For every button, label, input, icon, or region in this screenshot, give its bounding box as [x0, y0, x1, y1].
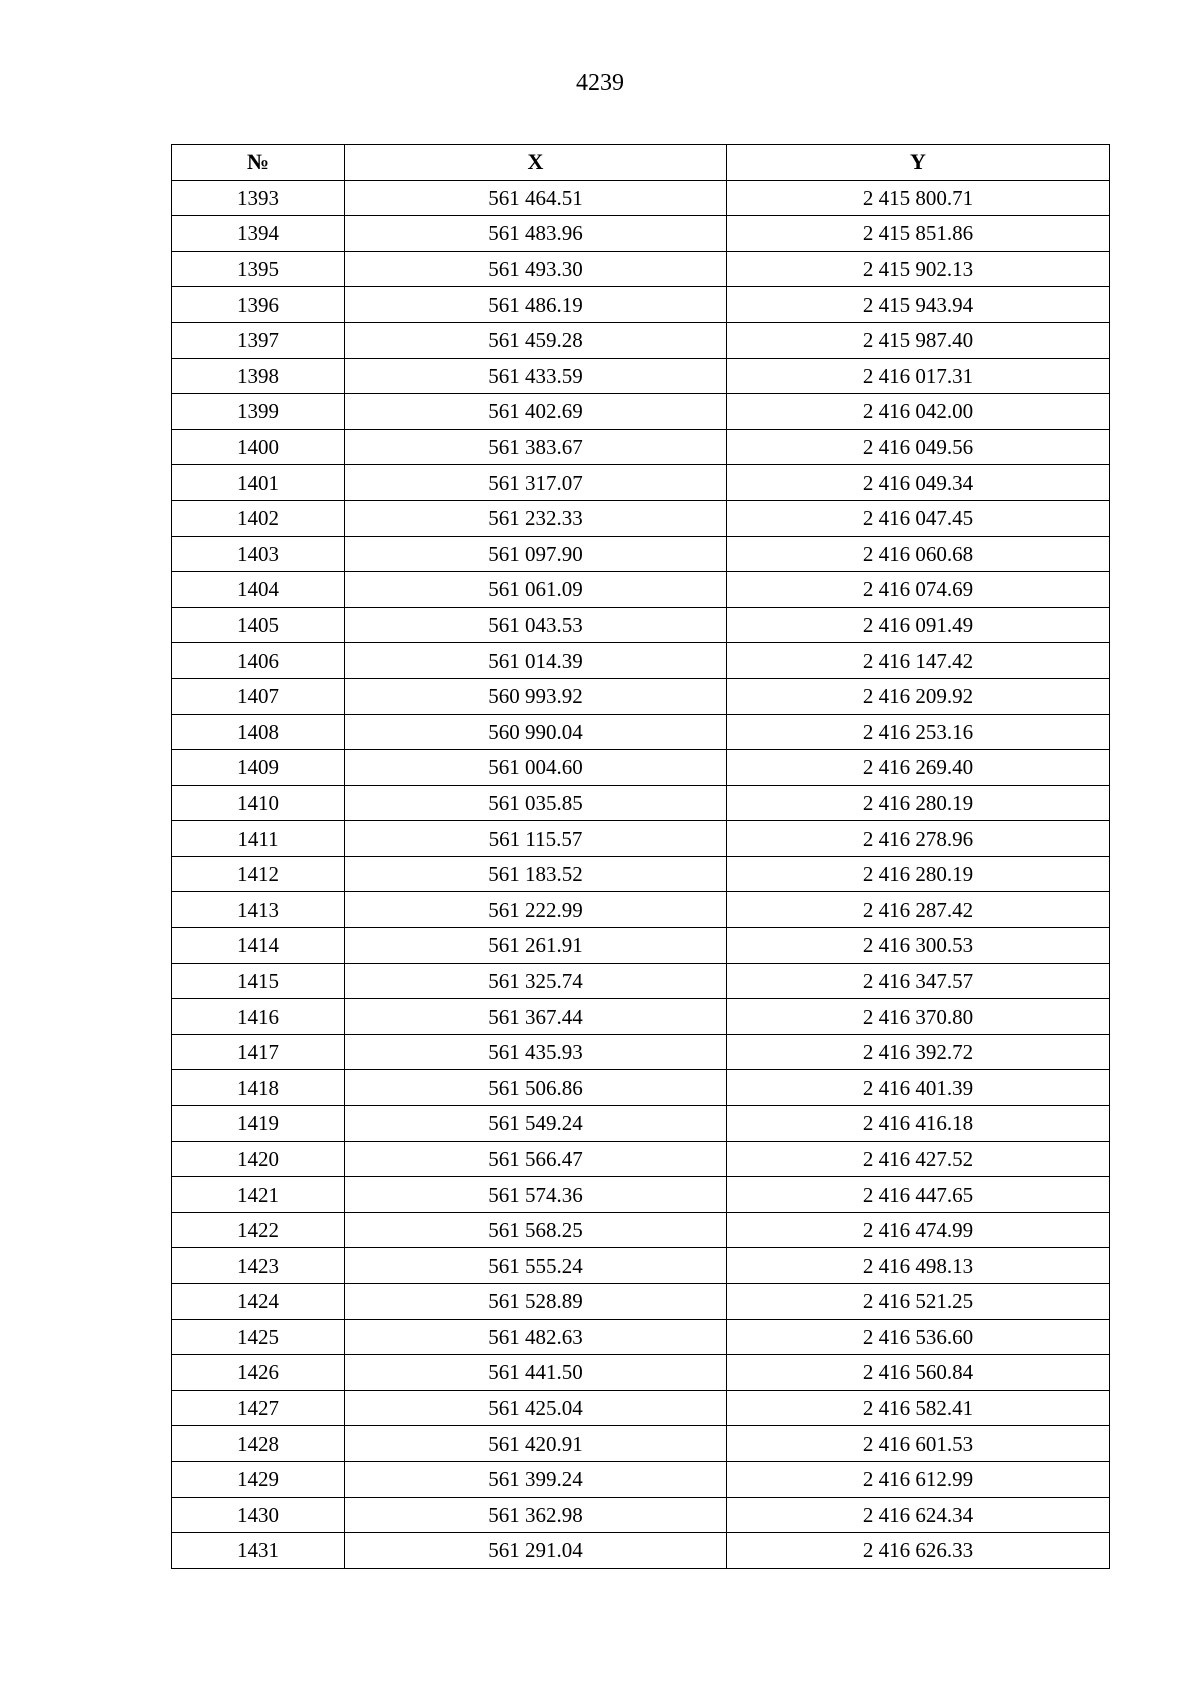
point-number-cell: 1402 — [172, 500, 345, 536]
y-coordinate-cell: 2 416 017.31 — [727, 358, 1110, 394]
table-row — [172, 180, 1110, 216]
table-row — [172, 856, 1110, 892]
x-coordinate-cell: 560 993.92 — [345, 678, 727, 714]
column-header-number: № — [172, 145, 345, 181]
x-coordinate-cell: 561 097.90 — [345, 536, 727, 572]
table-row — [172, 821, 1110, 857]
table-row — [172, 1248, 1110, 1284]
point-number-cell: 1419 — [172, 1106, 345, 1142]
y-coordinate-cell: 2 416 427.52 — [727, 1141, 1110, 1177]
x-coordinate-cell: 561 482.63 — [345, 1319, 727, 1355]
table-row — [172, 429, 1110, 465]
x-coordinate-cell: 561 061.09 — [345, 572, 727, 608]
point-number-cell: 1396 — [172, 287, 345, 323]
y-coordinate-cell: 2 415 851.86 — [727, 216, 1110, 252]
y-coordinate-cell: 2 416 401.39 — [727, 1070, 1110, 1106]
x-coordinate-cell: 561 420.91 — [345, 1426, 727, 1462]
x-coordinate-cell: 561 566.47 — [345, 1141, 727, 1177]
table-row — [172, 251, 1110, 287]
table-row — [172, 714, 1110, 750]
y-coordinate-cell: 2 416 091.49 — [727, 607, 1110, 643]
x-coordinate-cell: 561 402.69 — [345, 394, 727, 430]
y-coordinate-cell: 2 416 521.25 — [727, 1284, 1110, 1320]
point-number-cell: 1429 — [172, 1461, 345, 1497]
point-number-cell: 1403 — [172, 536, 345, 572]
table-row — [172, 999, 1110, 1035]
x-coordinate-cell: 561 232.33 — [345, 500, 727, 536]
point-number-cell: 1421 — [172, 1177, 345, 1213]
x-coordinate-cell: 561 528.89 — [345, 1284, 727, 1320]
table-row — [172, 216, 1110, 252]
y-coordinate-cell: 2 416 300.53 — [727, 928, 1110, 964]
table-row — [172, 500, 1110, 536]
y-coordinate-cell: 2 416 474.99 — [727, 1212, 1110, 1248]
point-number-cell: 1401 — [172, 465, 345, 501]
y-coordinate-cell: 2 416 047.45 — [727, 500, 1110, 536]
x-coordinate-cell: 560 990.04 — [345, 714, 727, 750]
point-number-cell: 1398 — [172, 358, 345, 394]
x-coordinate-cell: 561 043.53 — [345, 607, 727, 643]
table-row — [172, 785, 1110, 821]
point-number-cell: 1417 — [172, 1034, 345, 1070]
point-number-cell: 1393 — [172, 180, 345, 216]
table-row — [172, 1177, 1110, 1213]
x-coordinate-cell: 561 486.19 — [345, 287, 727, 323]
point-number-cell: 1407 — [172, 678, 345, 714]
y-coordinate-cell: 2 416 601.53 — [727, 1426, 1110, 1462]
x-coordinate-cell: 561 459.28 — [345, 322, 727, 358]
table-row — [172, 1106, 1110, 1142]
y-coordinate-cell: 2 416 560.84 — [727, 1355, 1110, 1391]
point-number-cell: 1399 — [172, 394, 345, 430]
table-row — [172, 536, 1110, 572]
point-number-cell: 1420 — [172, 1141, 345, 1177]
point-number-cell: 1405 — [172, 607, 345, 643]
x-coordinate-cell: 561 035.85 — [345, 785, 727, 821]
table-row — [172, 1461, 1110, 1497]
point-number-cell: 1428 — [172, 1426, 345, 1462]
table-row — [172, 465, 1110, 501]
y-coordinate-cell: 2 416 287.42 — [727, 892, 1110, 928]
table-row — [172, 358, 1110, 394]
y-coordinate-cell: 2 416 612.99 — [727, 1461, 1110, 1497]
x-coordinate-cell: 561 506.86 — [345, 1070, 727, 1106]
table-row — [172, 1284, 1110, 1320]
table-body — [172, 180, 1110, 1568]
point-number-cell: 1397 — [172, 322, 345, 358]
point-number-cell: 1411 — [172, 821, 345, 857]
point-number-cell: 1424 — [172, 1284, 345, 1320]
x-coordinate-cell: 561 425.04 — [345, 1390, 727, 1426]
x-coordinate-cell: 561 261.91 — [345, 928, 727, 964]
point-number-cell: 1406 — [172, 643, 345, 679]
x-coordinate-cell: 561 483.96 — [345, 216, 727, 252]
table-row — [172, 607, 1110, 643]
point-number-cell: 1425 — [172, 1319, 345, 1355]
table-row — [172, 892, 1110, 928]
point-number-cell: 1427 — [172, 1390, 345, 1426]
y-coordinate-cell: 2 416 347.57 — [727, 963, 1110, 999]
x-coordinate-cell: 561 574.36 — [345, 1177, 727, 1213]
table-row — [172, 572, 1110, 608]
y-coordinate-cell: 2 416 060.68 — [727, 536, 1110, 572]
x-coordinate-cell: 561 317.07 — [345, 465, 727, 501]
point-number-cell: 1431 — [172, 1533, 345, 1569]
point-number-cell: 1430 — [172, 1497, 345, 1533]
point-number-cell: 1412 — [172, 856, 345, 892]
point-number-cell: 1394 — [172, 216, 345, 252]
table-row — [172, 750, 1110, 786]
x-coordinate-cell: 561 464.51 — [345, 180, 727, 216]
column-header-y: Y — [727, 145, 1110, 181]
table-row — [172, 322, 1110, 358]
table-row — [172, 1034, 1110, 1070]
table-row — [172, 1390, 1110, 1426]
y-coordinate-cell: 2 416 278.96 — [727, 821, 1110, 857]
x-coordinate-cell: 561 183.52 — [345, 856, 727, 892]
x-coordinate-cell: 561 325.74 — [345, 963, 727, 999]
point-number-cell: 1415 — [172, 963, 345, 999]
x-coordinate-cell: 561 549.24 — [345, 1106, 727, 1142]
table-row — [172, 394, 1110, 430]
y-coordinate-cell: 2 416 447.65 — [727, 1177, 1110, 1213]
y-coordinate-cell: 2 416 074.69 — [727, 572, 1110, 608]
x-coordinate-cell: 561 004.60 — [345, 750, 727, 786]
point-number-cell: 1418 — [172, 1070, 345, 1106]
table-row — [172, 1070, 1110, 1106]
x-coordinate-cell: 561 362.98 — [345, 1497, 727, 1533]
x-coordinate-cell: 561 115.57 — [345, 821, 727, 857]
y-coordinate-cell: 2 416 147.42 — [727, 643, 1110, 679]
y-coordinate-cell: 2 416 049.34 — [727, 465, 1110, 501]
y-coordinate-cell: 2 416 253.16 — [727, 714, 1110, 750]
page-number: 4239 — [576, 70, 624, 96]
y-coordinate-cell: 2 416 582.41 — [727, 1390, 1110, 1426]
table-row — [172, 1212, 1110, 1248]
point-number-cell: 1416 — [172, 999, 345, 1035]
y-coordinate-cell: 2 416 370.80 — [727, 999, 1110, 1035]
point-number-cell: 1409 — [172, 750, 345, 786]
y-coordinate-cell: 2 416 049.56 — [727, 429, 1110, 465]
y-coordinate-cell: 2 416 624.34 — [727, 1497, 1110, 1533]
x-coordinate-cell: 561 555.24 — [345, 1248, 727, 1284]
y-coordinate-cell: 2 416 392.72 — [727, 1034, 1110, 1070]
y-coordinate-cell: 2 416 626.33 — [727, 1533, 1110, 1569]
point-number-cell: 1404 — [172, 572, 345, 608]
y-coordinate-cell: 2 415 800.71 — [727, 180, 1110, 216]
coordinates-table — [171, 144, 1110, 1569]
table-row — [172, 1533, 1110, 1569]
y-coordinate-cell: 2 415 987.40 — [727, 322, 1110, 358]
point-number-cell: 1395 — [172, 251, 345, 287]
table-row — [172, 928, 1110, 964]
x-coordinate-cell: 561 568.25 — [345, 1212, 727, 1248]
x-coordinate-cell: 561 399.24 — [345, 1461, 727, 1497]
y-coordinate-cell: 2 416 042.00 — [727, 394, 1110, 430]
y-coordinate-cell: 2 416 280.19 — [727, 785, 1110, 821]
x-coordinate-cell: 561 433.59 — [345, 358, 727, 394]
point-number-cell: 1426 — [172, 1355, 345, 1391]
table-row — [172, 1497, 1110, 1533]
table-row — [172, 643, 1110, 679]
table-row — [172, 1355, 1110, 1391]
table-row — [172, 1426, 1110, 1462]
table-row — [172, 1141, 1110, 1177]
table-row — [172, 963, 1110, 999]
table-row — [172, 287, 1110, 323]
y-coordinate-cell: 2 416 209.92 — [727, 678, 1110, 714]
x-coordinate-cell: 561 014.39 — [345, 643, 727, 679]
point-number-cell: 1414 — [172, 928, 345, 964]
table-row — [172, 678, 1110, 714]
y-coordinate-cell: 2 416 416.18 — [727, 1106, 1110, 1142]
point-number-cell: 1408 — [172, 714, 345, 750]
column-header-x: X — [345, 145, 727, 181]
point-number-cell: 1422 — [172, 1212, 345, 1248]
table-header-row — [172, 145, 1110, 181]
point-number-cell: 1400 — [172, 429, 345, 465]
x-coordinate-cell: 561 441.50 — [345, 1355, 727, 1391]
x-coordinate-cell: 561 291.04 — [345, 1533, 727, 1569]
x-coordinate-cell: 561 493.30 — [345, 251, 727, 287]
point-number-cell: 1410 — [172, 785, 345, 821]
y-coordinate-cell: 2 416 280.19 — [727, 856, 1110, 892]
y-coordinate-cell: 2 415 902.13 — [727, 251, 1110, 287]
x-coordinate-cell: 561 383.67 — [345, 429, 727, 465]
y-coordinate-cell: 2 415 943.94 — [727, 287, 1110, 323]
y-coordinate-cell: 2 416 269.40 — [727, 750, 1110, 786]
point-number-cell: 1413 — [172, 892, 345, 928]
x-coordinate-cell: 561 222.99 — [345, 892, 727, 928]
point-number-cell: 1423 — [172, 1248, 345, 1284]
x-coordinate-cell: 561 435.93 — [345, 1034, 727, 1070]
y-coordinate-cell: 2 416 498.13 — [727, 1248, 1110, 1284]
table-row — [172, 1319, 1110, 1355]
x-coordinate-cell: 561 367.44 — [345, 999, 727, 1035]
y-coordinate-cell: 2 416 536.60 — [727, 1319, 1110, 1355]
